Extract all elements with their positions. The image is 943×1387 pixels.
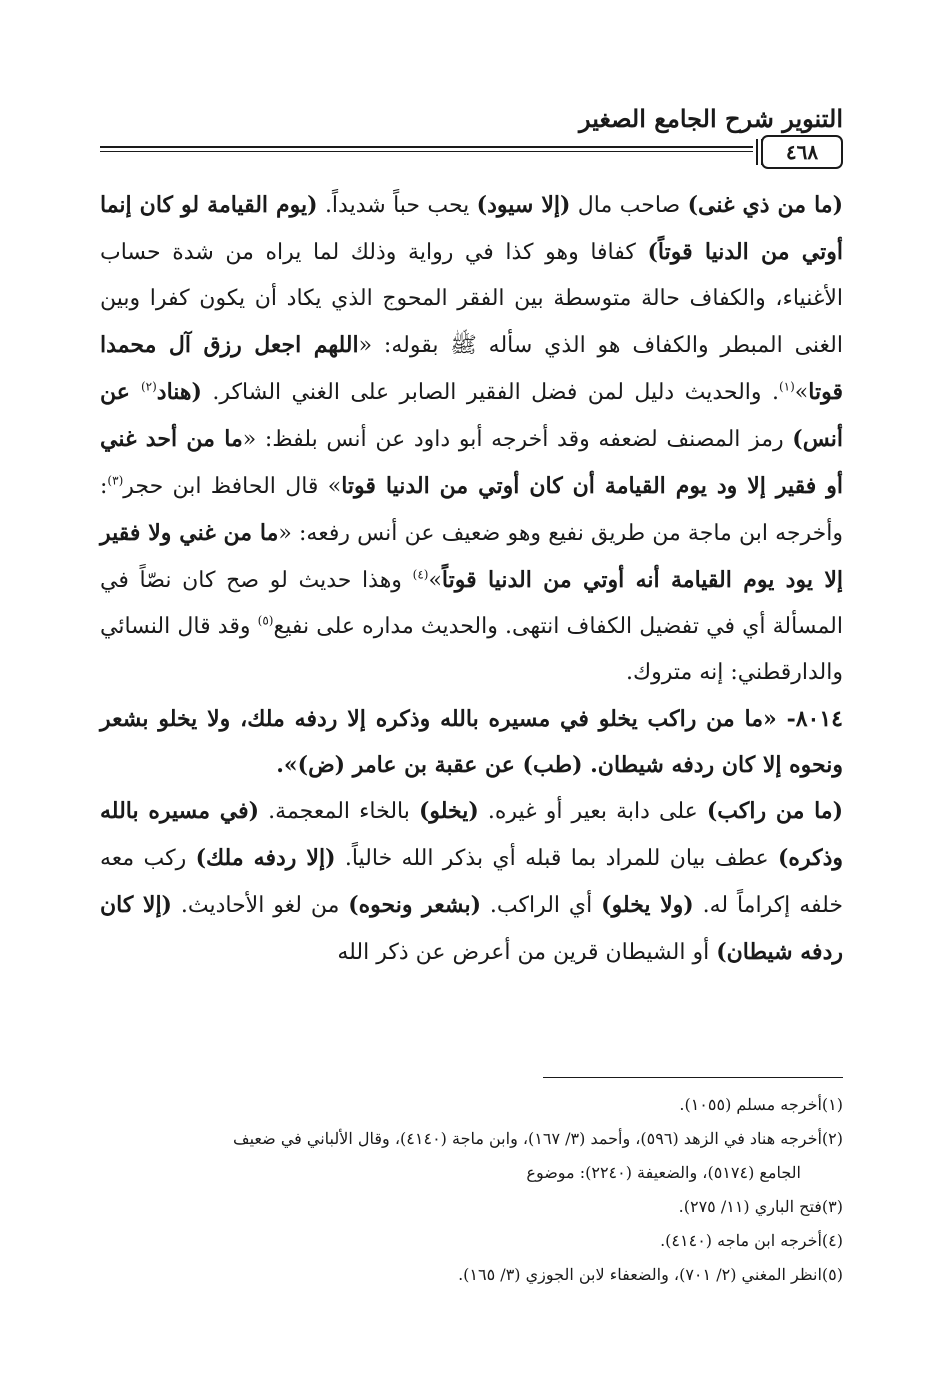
text: من لغو الأحاديث. <box>171 893 349 918</box>
text: » <box>428 568 442 593</box>
quote: (ما من ذي غنى) <box>687 192 844 218</box>
text: عطف بيان للمراد بما قبله أي بذكر الله خالياً. <box>335 846 779 871</box>
quote: (في مسيره بالله وذكره) <box>100 798 843 871</box>
header-rule <box>100 146 753 148</box>
footnote-divider <box>543 1077 843 1078</box>
footnote-ref[interactable]: (٤) <box>412 567 429 582</box>
text: وهذا حديث لو صح كان نصّاً في المسألة أي في تفضيل الكفاف انتهى. والحديث مداره على نفيع <box>100 568 843 639</box>
quote: عن أنس) <box>100 379 843 452</box>
quote: (ولا يخلو) <box>601 892 694 918</box>
footnote-ref[interactable]: (٣) <box>107 473 124 488</box>
footnote-2-continued: الجامع (٥١٧٤)، والضعيفة (٢٢٤٠): موضوع <box>526 1163 801 1182</box>
header-rule-thin <box>100 151 753 152</box>
commentary-paragraph-1 <box>100 182 843 696</box>
text: » قال الحافظ ابن حجر <box>123 474 342 499</box>
footnote-3: (٣)فتح الباري (١١/ ٢٧٥). <box>678 1197 843 1216</box>
footnotes <box>100 1088 843 1292</box>
text: بالخاء المعجمة. <box>259 799 419 824</box>
running-title: التنوير شرح الجامع الصغير <box>579 104 843 133</box>
page-number: ٤٦٨ <box>761 135 843 169</box>
quote: (يخلو) <box>418 798 479 824</box>
text: ركب معه خلفه إكراماً له. <box>100 846 844 918</box>
text: : وأخرجه ابن ماجة من طريق نفيع وهو ضعيف عن أنس رفعه: « <box>100 474 843 546</box>
text: كفافا وهو كذا في رواية وذلك لما يراه من شدة حساب الأغنياء، والكفاف حالة متوسطة بين الفقر المحوج الذي يكاد أن يكون كفرا وبين الغنى المبطر والكفاف هو الذي سأله ﷺ بقوله: « <box>100 240 843 358</box>
commentary-paragraph-2 <box>100 788 843 976</box>
quote: ما من غني ولا فقير إلا يود يوم القيامة أنه أوتي من الدنيا قوتاً <box>100 520 843 593</box>
book-page <box>100 0 843 1387</box>
text: أي الراكب. <box>480 893 602 918</box>
hadith-entry: ٨٠١٤- «ما من راكب يخلو في مسيره بالله وذكره إلا ردفه ملك، ولا يخلو بشعر ونحوه إلا كان ردفه شيطان. (طب) عن عقبة بن عامر (ض)». <box>100 706 843 778</box>
quote: (يوم القيامة لو كان إنما أوتي من الدنيا قوتاً) <box>100 192 843 265</box>
footnote-ref[interactable]: (١) <box>778 379 795 394</box>
text: وقد قال النسائي والدارقطني: إنه متروك. <box>100 614 843 685</box>
text: على دابة بعير أو غيره. <box>478 799 707 824</box>
text: رمز المصنف لضعفه وقد أخرجه أبو داود عن أنس بلفظ: « <box>242 427 793 452</box>
text: صاحب مال <box>570 193 688 218</box>
quote: (هناد <box>156 379 202 405</box>
main-text <box>100 182 843 976</box>
quote: (إلا ردفه ملك) <box>195 845 336 871</box>
quote: (إلا كان ردفه شيطان) <box>100 892 843 965</box>
text: أو الشيطان قرين من أعرض عن ذكر الله <box>337 940 717 965</box>
footnote-4: (٤)أخرجه ابن ماجه (٤١٤٠). <box>660 1231 843 1250</box>
quote: ما من أحد غني أو فقير إلا ود يوم القيامة أن كان أوتي من الدنيا قوتا <box>100 426 843 499</box>
footnote-ref[interactable]: (٥) <box>257 613 274 628</box>
quote: (إلا سيود) <box>476 192 571 218</box>
text: . والحديث دليل لمن فضل الفقير الصابر على الغني الشاكر. <box>201 380 779 405</box>
footnote-ref[interactable]: (٢) <box>140 379 157 394</box>
footnote-5: (٥)انظر المغني (٢/ ٧٠١)، والضعفاء لابن الجوزي (٣/ ١٦٥). <box>458 1265 843 1284</box>
quote: (بشعر ونحوه) <box>348 892 481 918</box>
footnote-1: (١)أخرجه مسلم (١٠٥٥). <box>679 1095 843 1114</box>
text: » <box>794 380 809 405</box>
quote: (ما من راكب) <box>706 798 843 824</box>
footnote-2: (٢)أخرجه هناد في الزهد (٥٩٦)، وأحمد (٣/ ١٦٧)، وابن ماجة (٤١٤٠)، وقال الألباني في ضعيف <box>233 1129 843 1148</box>
quote: اللهم اجعل رزق آل محمدا قوتا <box>100 332 843 405</box>
text: يحب حباً شديداً. <box>317 193 477 218</box>
